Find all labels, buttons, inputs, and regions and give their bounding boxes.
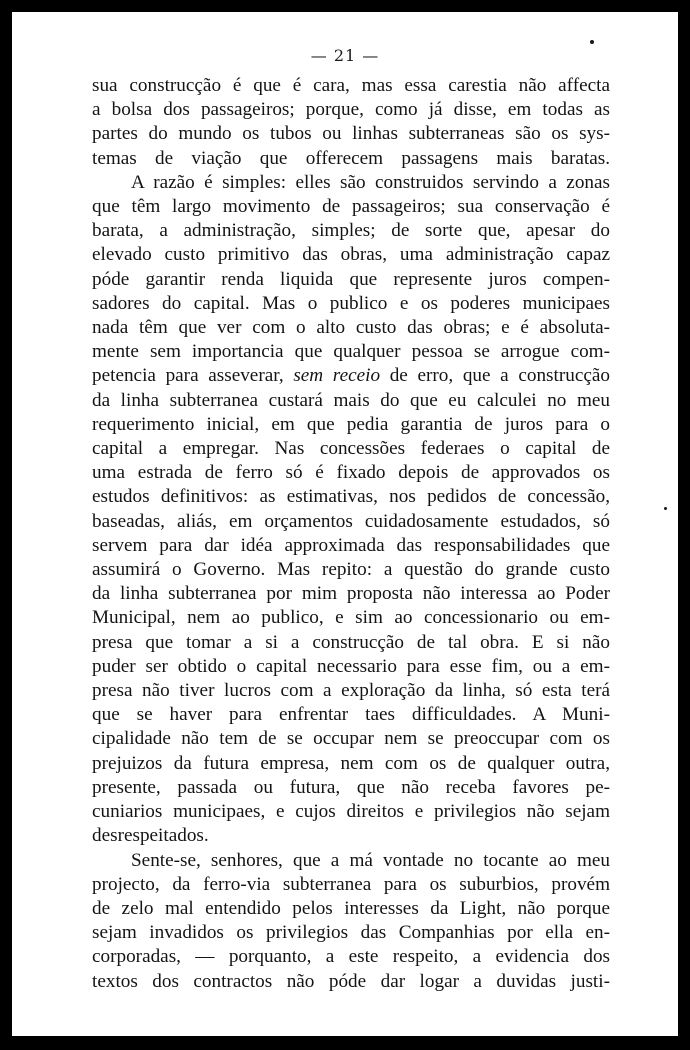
text-line: capital a empregar. Nas concessões federaes o capital de bbox=[92, 438, 610, 460]
text-line: sejam invadidos os privilegios das Companhias por ella en- bbox=[92, 922, 610, 944]
text-line: póde garantir renda liquida que represente juros compen- bbox=[92, 268, 610, 290]
text-line: da linha subterranea custará mais do que eu calculei no meu bbox=[92, 389, 610, 411]
text-line-with-italic bbox=[92, 364, 610, 388]
text-line: corporadas, — porquanto, a este respeito, a evidencia dos bbox=[92, 946, 610, 968]
text-line: desrespeitados. bbox=[92, 825, 209, 847]
text-line: da linha subterranea por mim proposta não interessa ao Poder bbox=[92, 583, 610, 605]
text-line: partes do mundo os tubos ou linhas subterraneas são os sys- bbox=[92, 123, 610, 145]
text-line: Sente-se, senhores, que a má vontade no tocante ao meu bbox=[131, 849, 610, 871]
text-line: textos dos contractos não póde dar logar a duvidas justi- bbox=[92, 970, 610, 992]
paragraph-2 bbox=[92, 171, 610, 849]
text-segment: petencia para asseverar, bbox=[92, 365, 294, 387]
text-line: cuniarios municipaes, e cujos direitos e privilegios não sejam bbox=[92, 801, 610, 823]
text-line: a bolsa dos passageiros; porque, como já disse, em todas as bbox=[92, 99, 610, 121]
text-line: mente sem importancia que qualquer pessoa se arrogue com- bbox=[92, 341, 610, 363]
text-line: Municipal, nem ao publico, e sim ao concessionario ou em- bbox=[92, 607, 610, 629]
text-line: A razão é simples: elles são construidos servindo a zonas bbox=[131, 171, 610, 193]
text-line: prejuizos da futura empresa, nem com os de qualquer outra, bbox=[92, 752, 610, 774]
speck-mark bbox=[664, 507, 667, 510]
text-line: presa não tiver lucros com a exploração da linha, só esta terá bbox=[92, 680, 610, 702]
text-line: baseadas, aliás, em orçamentos cuidadosamente estudados, só bbox=[92, 510, 610, 532]
text-line: barata, a administração, simples; de sorte que, apesar do bbox=[92, 220, 610, 242]
text-segment: de erro, que a construcção bbox=[380, 365, 610, 387]
text-line: sua construcção é que é cara, mas essa carestia não affecta bbox=[92, 75, 610, 96]
paragraph-1 bbox=[92, 74, 610, 171]
text-line: elevado custo primitivo das obras, uma administração capaz bbox=[92, 244, 610, 266]
italic-phrase: sem receio bbox=[293, 365, 381, 387]
text-line: servem para dar idéa approximada das responsabilidades que bbox=[92, 534, 610, 556]
text-line: cipalidade não tem de se occupar nem se preoccupar com os bbox=[92, 728, 610, 750]
text-line: temas de viação que offerecem passagens mais baratas. bbox=[92, 147, 610, 169]
text-line: que se haver para enfrentar taes difficuldades. A Muni- bbox=[92, 704, 610, 726]
speck-mark bbox=[590, 40, 594, 44]
text-line: presa que tomar a si a construcção de tal obra. E si não bbox=[92, 631, 610, 653]
text-line: sadores do capital. Mas o publico e os poderes municipaes bbox=[92, 292, 610, 314]
text-line: requerimento inicial, em que pedia garantia de juros para o bbox=[92, 413, 610, 435]
text-line: projecto, da ferro-via subterranea para os suburbios, provém bbox=[92, 873, 610, 895]
text-line: presente, passada ou futura, que não receba favores pe- bbox=[92, 776, 610, 798]
paragraph-3 bbox=[92, 849, 610, 994]
page-number: — 21 — bbox=[310, 46, 380, 65]
text-line: uma estrada de ferro só é fixado depois de approvados os bbox=[92, 462, 610, 484]
text-line: nada têm que ver com o alto custo das obras; e é absoluta- bbox=[92, 317, 610, 339]
text-line: que têm largo movimento de passageiros; sua conservação é bbox=[92, 196, 610, 218]
text-line: estudos definitivos: as estimativas, nos pedidos de concessão, bbox=[92, 486, 610, 508]
text-line: puder ser obtido o capital necessario para esse fim, ou a em- bbox=[92, 655, 610, 677]
document-page bbox=[12, 12, 678, 1036]
text-line: de zelo mal entendido pelos interesses da Light, não porque bbox=[92, 897, 610, 919]
text-line: assumirá o Governo. Mas repito: a questão do grande custo bbox=[92, 559, 610, 581]
body-text bbox=[92, 74, 610, 994]
